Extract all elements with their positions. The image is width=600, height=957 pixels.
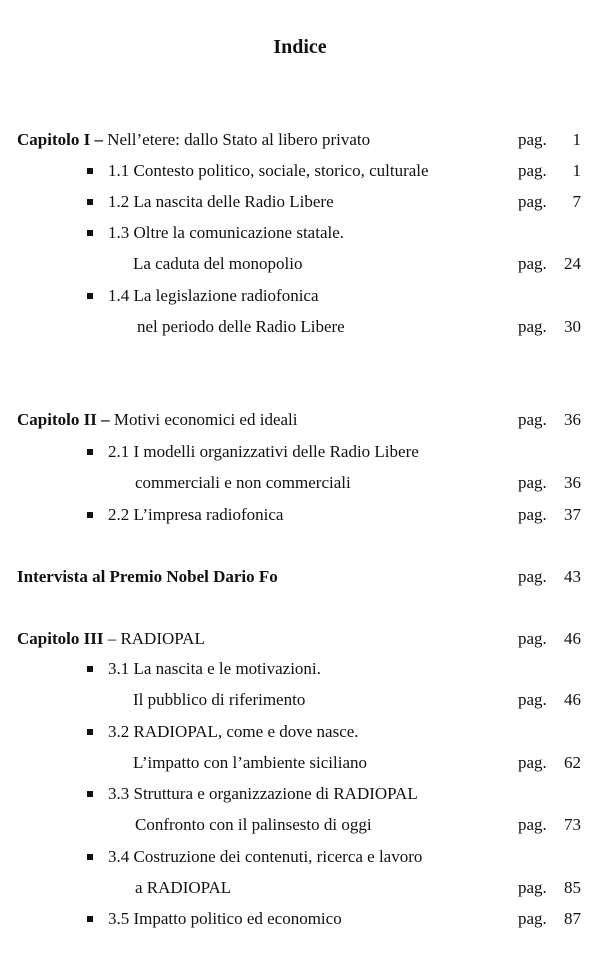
toc-entry-3-3-cont (0, 813, 600, 837)
page-title: Indice (273, 36, 327, 58)
bullet-icon (87, 168, 93, 174)
pag-label: pag. (518, 317, 547, 336)
toc-entry-label: 3.5 Impatto politico ed economico (108, 909, 342, 928)
chapter-3-heading (0, 627, 600, 651)
toc-entry-3-5 (0, 907, 600, 931)
toc-entry-3-3 (0, 782, 600, 806)
bullet-icon (87, 199, 93, 205)
chapter-2-title: Motivi economici ed ideali (109, 410, 298, 429)
toc-entry-3-1-cont (0, 688, 600, 712)
pag-label: pag. (518, 505, 547, 524)
pag-label: pag. (518, 567, 547, 586)
page-number: 37 (564, 505, 581, 524)
bullet-icon (87, 854, 93, 860)
page-number: 24 (564, 254, 581, 273)
page-number: 30 (564, 317, 581, 336)
toc-entry-3-2 (0, 720, 600, 744)
toc-entry-label: 3.4 Costruzione dei contenuti, ricerca e lavoro (108, 847, 423, 866)
pag-label: pag. (518, 878, 547, 897)
interview-label: Intervista al Premio Nobel Dario Fo (17, 567, 278, 586)
toc-entry-1-3-cont (0, 252, 600, 276)
toc-entry-1-4 (0, 284, 600, 308)
chapter-3-label: Capitolo III (17, 629, 104, 648)
toc-entry-label: 2.1 I modelli organizzativi delle Radio Libere (108, 442, 419, 461)
chapter-1-heading (0, 128, 600, 152)
chapter-2-heading (0, 408, 600, 432)
page-number: 1 (572, 130, 581, 149)
toc-entry-label: 1.3 Oltre la comunicazione statale. (108, 223, 345, 242)
pag-label: pag. (518, 753, 547, 772)
toc-entry-label: 2.2 L’impresa radiofonica (108, 505, 284, 524)
page-number: 46 (564, 690, 581, 709)
toc-entry-3-4-cont (0, 876, 600, 900)
pag-label: pag. (518, 473, 547, 492)
bullet-icon (87, 791, 93, 797)
toc-entry-3-1 (0, 657, 600, 681)
page-number: 73 (564, 815, 581, 834)
toc-entry-label: 3.2 RADIOPAL, come e dove nasce. (108, 722, 359, 741)
toc-entry-2-1-cont (0, 471, 600, 495)
toc-entry-continuation: nel periodo delle Radio Libere (137, 317, 345, 336)
toc-entry-continuation: La caduta del monopolio (133, 254, 303, 273)
toc-entry-continuation: commerciali e non commerciali (135, 473, 351, 492)
toc-entry-3-2-cont (0, 751, 600, 775)
bullet-icon (87, 230, 93, 236)
pag-label: pag. (518, 629, 547, 648)
bullet-icon (87, 729, 93, 735)
page-number: 46 (564, 629, 581, 648)
bullet-icon (87, 916, 93, 922)
toc-entry-continuation: Il pubblico di riferimento (133, 690, 306, 709)
toc-entry-2-1 (0, 440, 600, 464)
page-number: 87 (564, 909, 581, 928)
page-number: 7 (572, 192, 581, 211)
pag-label: pag. (518, 690, 547, 709)
pag-label: pag. (518, 909, 547, 928)
toc-entry-continuation: L’impatto con l’ambiente siciliano (133, 753, 368, 772)
chapter-2-label: Capitolo II – (17, 410, 110, 429)
toc-entry-1-2 (0, 190, 600, 214)
interview-heading (0, 565, 600, 589)
toc-entry-1-3 (0, 221, 600, 245)
page-number: 1 (572, 161, 581, 180)
page-number: 43 (564, 567, 581, 586)
toc-entry-label: 3.1 La nascita e le motivazioni. (108, 659, 321, 678)
toc-entry-1-1 (0, 159, 600, 183)
pag-label: pag. (518, 410, 547, 429)
chapter-3-title: – RADIOPAL (103, 629, 205, 648)
page-number: 36 (564, 410, 581, 429)
pag-label: pag. (518, 130, 547, 149)
toc-entry-1-4-cont (0, 315, 600, 339)
toc-entry-label: 1.4 La legislazione radiofonica (108, 286, 319, 305)
pag-label: pag. (518, 161, 547, 180)
toc-entry-2-2 (0, 503, 600, 527)
bullet-icon (87, 449, 93, 455)
toc-entry-label: 3.3 Struttura e organizzazione di RADIOPAL (108, 784, 418, 803)
toc-entry-continuation: a RADIOPAL (135, 878, 232, 897)
pag-label: pag. (518, 254, 547, 273)
pag-label: pag. (518, 815, 547, 834)
chapter-1-label: Capitolo I – (17, 130, 103, 149)
page-number: 36 (564, 473, 581, 492)
toc-entry-label: 1.1 Contesto politico, sociale, storico, culturale (108, 161, 429, 180)
toc-entry-3-4 (0, 845, 600, 869)
toc-entry-label: 1.2 La nascita delle Radio Libere (108, 192, 334, 211)
page-number: 85 (564, 878, 581, 897)
bullet-icon (87, 512, 93, 518)
pag-label: pag. (518, 192, 547, 211)
bullet-icon (87, 293, 93, 299)
bullet-icon (87, 666, 93, 672)
toc-entry-continuation: Confronto con il palinsesto di oggi (135, 815, 372, 834)
page-number: 62 (564, 753, 581, 772)
chapter-1-title: Nell’etere: dallo Stato al libero privato (102, 130, 371, 149)
